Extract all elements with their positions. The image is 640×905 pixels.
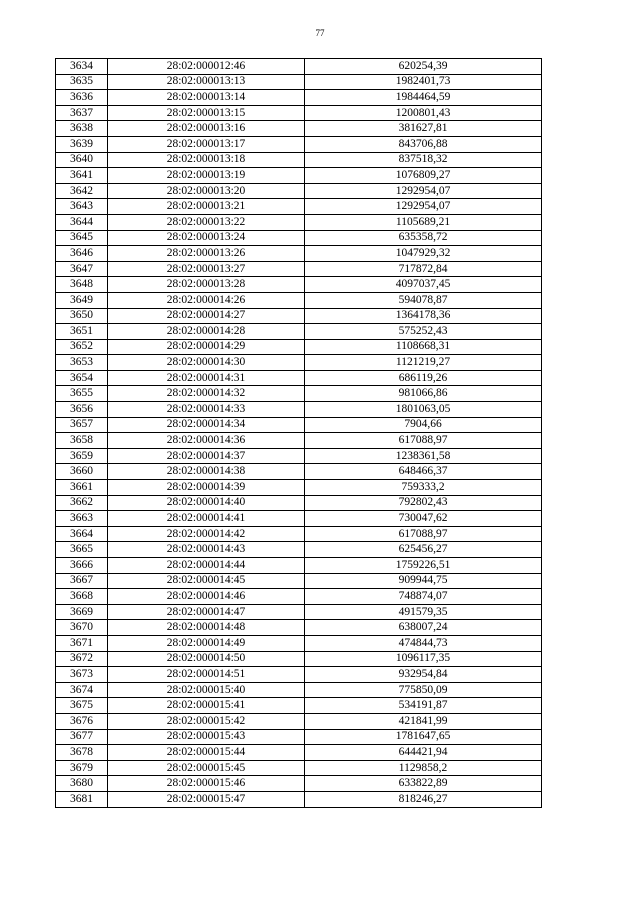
table-row <box>56 136 542 152</box>
row-number-cell: 3676 <box>56 713 108 729</box>
value-cell: 1801063,05 <box>305 402 542 418</box>
table-row <box>56 339 542 355</box>
cadastral-number-cell: 28:02:000014:29 <box>108 339 305 355</box>
row-number-cell: 3675 <box>56 698 108 714</box>
table-row <box>56 417 542 433</box>
cadastral-number-cell: 28:02:000013:17 <box>108 136 305 152</box>
value-cell: 1759226,51 <box>305 558 542 574</box>
row-number-cell: 3635 <box>56 74 108 90</box>
row-number-cell: 3672 <box>56 651 108 667</box>
table-row <box>56 199 542 215</box>
table-body <box>56 59 542 808</box>
row-number-cell: 3677 <box>56 729 108 745</box>
value-cell: 981066,86 <box>305 386 542 402</box>
value-cell: 625456,27 <box>305 542 542 558</box>
cadastral-number-cell: 28:02:000013:22 <box>108 214 305 230</box>
row-number-cell: 3663 <box>56 511 108 527</box>
cadastral-number-cell: 28:02:000015:42 <box>108 713 305 729</box>
value-cell: 648466,37 <box>305 464 542 480</box>
cadastral-number-cell: 28:02:000014:42 <box>108 526 305 542</box>
row-number-cell: 3678 <box>56 745 108 761</box>
table-row <box>56 604 542 620</box>
row-number-cell: 3646 <box>56 246 108 262</box>
value-cell: 421841,99 <box>305 713 542 729</box>
cadastral-number-cell: 28:02:000014:38 <box>108 464 305 480</box>
value-cell: 617088,97 <box>305 526 542 542</box>
row-number-cell: 3643 <box>56 199 108 215</box>
cadastral-number-cell: 28:02:000013:16 <box>108 121 305 137</box>
table-row <box>56 402 542 418</box>
value-cell: 1364178,36 <box>305 308 542 324</box>
table-row <box>56 105 542 121</box>
cadastral-number-cell: 28:02:000014:27 <box>108 308 305 324</box>
value-cell: 617088,97 <box>305 433 542 449</box>
row-number-cell: 3651 <box>56 324 108 340</box>
table-row <box>56 59 542 75</box>
table-row <box>56 152 542 168</box>
value-cell: 748874,07 <box>305 589 542 605</box>
cadastral-number-cell: 28:02:000015:46 <box>108 776 305 792</box>
row-number-cell: 3671 <box>56 635 108 651</box>
value-cell: 843706,88 <box>305 136 542 152</box>
row-number-cell: 3680 <box>56 776 108 792</box>
row-number-cell: 3658 <box>56 433 108 449</box>
cadastral-number-cell: 28:02:000014:45 <box>108 573 305 589</box>
row-number-cell: 3638 <box>56 121 108 137</box>
cadastral-number-cell: 28:02:000015:43 <box>108 729 305 745</box>
row-number-cell: 3645 <box>56 230 108 246</box>
row-number-cell: 3666 <box>56 558 108 574</box>
cadastral-number-cell: 28:02:000013:26 <box>108 246 305 262</box>
value-cell: 730047,62 <box>305 511 542 527</box>
cadastral-number-cell: 28:02:000013:18 <box>108 152 305 168</box>
value-cell: 775850,09 <box>305 682 542 698</box>
value-cell: 594078,87 <box>305 292 542 308</box>
cadastral-number-cell: 28:02:000014:30 <box>108 355 305 371</box>
row-number-cell: 3634 <box>56 59 108 75</box>
table-row <box>56 729 542 745</box>
table-row <box>56 324 542 340</box>
table-row <box>56 558 542 574</box>
cadastral-number-cell: 28:02:000014:26 <box>108 292 305 308</box>
cadastral-number-cell: 28:02:000014:44 <box>108 558 305 574</box>
table-row <box>56 745 542 761</box>
row-number-cell: 3650 <box>56 308 108 324</box>
cadastral-number-cell: 28:02:000012:46 <box>108 59 305 75</box>
value-cell: 837518,32 <box>305 152 542 168</box>
table-row <box>56 386 542 402</box>
table-row <box>56 651 542 667</box>
table-row <box>56 261 542 277</box>
table-row <box>56 760 542 776</box>
cadastral-number-cell: 28:02:000014:41 <box>108 511 305 527</box>
cadastral-number-cell: 28:02:000014:50 <box>108 651 305 667</box>
value-cell: 638007,24 <box>305 620 542 636</box>
data-table <box>55 58 542 808</box>
row-number-cell: 3648 <box>56 277 108 293</box>
value-cell: 818246,27 <box>305 791 542 807</box>
table-row <box>56 620 542 636</box>
table-row <box>56 776 542 792</box>
value-cell: 620254,39 <box>305 59 542 75</box>
cadastral-number-cell: 28:02:000015:47 <box>108 791 305 807</box>
value-cell: 1076809,27 <box>305 168 542 184</box>
value-cell: 1047929,32 <box>305 246 542 262</box>
table-row <box>56 246 542 262</box>
value-cell: 1105689,21 <box>305 214 542 230</box>
table-row <box>56 682 542 698</box>
value-cell: 1121219,27 <box>305 355 542 371</box>
value-cell: 534191,87 <box>305 698 542 714</box>
value-cell: 1292954,07 <box>305 199 542 215</box>
cadastral-number-cell: 28:02:000015:45 <box>108 760 305 776</box>
row-number-cell: 3667 <box>56 573 108 589</box>
row-number-cell: 3642 <box>56 183 108 199</box>
cadastral-number-cell: 28:02:000013:27 <box>108 261 305 277</box>
row-number-cell: 3656 <box>56 402 108 418</box>
value-cell: 381627,81 <box>305 121 542 137</box>
cadastral-number-cell: 28:02:000014:34 <box>108 417 305 433</box>
row-number-cell: 3660 <box>56 464 108 480</box>
table-row <box>56 480 542 496</box>
value-cell: 1984464,59 <box>305 90 542 106</box>
row-number-cell: 3669 <box>56 604 108 620</box>
value-cell: 474844,73 <box>305 635 542 651</box>
cadastral-number-cell: 28:02:000014:37 <box>108 448 305 464</box>
table-row <box>56 464 542 480</box>
cadastral-number-cell: 28:02:000014:39 <box>108 480 305 496</box>
row-number-cell: 3653 <box>56 355 108 371</box>
row-number-cell: 3636 <box>56 90 108 106</box>
cadastral-number-cell: 28:02:000014:51 <box>108 667 305 683</box>
value-cell: 1238361,58 <box>305 448 542 464</box>
table-row <box>56 355 542 371</box>
cadastral-number-cell: 28:02:000014:47 <box>108 604 305 620</box>
cadastral-number-cell: 28:02:000013:28 <box>108 277 305 293</box>
row-number-cell: 3664 <box>56 526 108 542</box>
row-number-cell: 3657 <box>56 417 108 433</box>
cadastral-number-cell: 28:02:000015:41 <box>108 698 305 714</box>
value-cell: 1200801,43 <box>305 105 542 121</box>
table-row <box>56 589 542 605</box>
row-number-cell: 3659 <box>56 448 108 464</box>
row-number-cell: 3649 <box>56 292 108 308</box>
row-number-cell: 3674 <box>56 682 108 698</box>
row-number-cell: 3665 <box>56 542 108 558</box>
row-number-cell: 3639 <box>56 136 108 152</box>
cadastral-number-cell: 28:02:000014:33 <box>108 402 305 418</box>
cadastral-number-cell: 28:02:000014:40 <box>108 495 305 511</box>
table-row <box>56 698 542 714</box>
value-cell: 1096117,35 <box>305 651 542 667</box>
row-number-cell: 3673 <box>56 667 108 683</box>
value-cell: 491579,35 <box>305 604 542 620</box>
table-row <box>56 277 542 293</box>
table-row <box>56 90 542 106</box>
value-cell: 909944,75 <box>305 573 542 589</box>
page-number: 77 <box>315 28 325 38</box>
cadastral-number-cell: 28:02:000014:28 <box>108 324 305 340</box>
table-row <box>56 168 542 184</box>
cadastral-number-cell: 28:02:000014:46 <box>108 589 305 605</box>
value-cell: 1129858,2 <box>305 760 542 776</box>
value-cell: 1982401,73 <box>305 74 542 90</box>
value-cell: 644421,94 <box>305 745 542 761</box>
table-row <box>56 713 542 729</box>
cadastral-number-cell: 28:02:000014:48 <box>108 620 305 636</box>
cadastral-number-cell: 28:02:000014:31 <box>108 370 305 386</box>
row-number-cell: 3637 <box>56 105 108 121</box>
cadastral-number-cell: 28:02:000014:36 <box>108 433 305 449</box>
value-cell: 4097037,45 <box>305 277 542 293</box>
row-number-cell: 3661 <box>56 480 108 496</box>
cadastral-number-cell: 28:02:000013:14 <box>108 90 305 106</box>
table-row <box>56 542 542 558</box>
table-row <box>56 573 542 589</box>
cadastral-number-cell: 28:02:000015:40 <box>108 682 305 698</box>
value-cell: 575252,43 <box>305 324 542 340</box>
table-row <box>56 230 542 246</box>
row-number-cell: 3647 <box>56 261 108 277</box>
table-row <box>56 526 542 542</box>
cadastral-number-cell: 28:02:000013:20 <box>108 183 305 199</box>
value-cell: 1781647,65 <box>305 729 542 745</box>
row-number-cell: 3670 <box>56 620 108 636</box>
value-cell: 932954,84 <box>305 667 542 683</box>
table-row <box>56 370 542 386</box>
cadastral-number-cell: 28:02:000013:15 <box>108 105 305 121</box>
table-row <box>56 74 542 90</box>
row-number-cell: 3640 <box>56 152 108 168</box>
cadastral-number-cell: 28:02:000013:24 <box>108 230 305 246</box>
row-number-cell: 3641 <box>56 168 108 184</box>
row-number-cell: 3681 <box>56 791 108 807</box>
value-cell: 686119,26 <box>305 370 542 386</box>
row-number-cell: 3679 <box>56 760 108 776</box>
table-row <box>56 667 542 683</box>
row-number-cell: 3644 <box>56 214 108 230</box>
value-cell: 1292954,07 <box>305 183 542 199</box>
value-cell: 717872,84 <box>305 261 542 277</box>
table-row <box>56 214 542 230</box>
table-row <box>56 511 542 527</box>
table-row <box>56 448 542 464</box>
row-number-cell: 3654 <box>56 370 108 386</box>
cadastral-number-cell: 28:02:000014:49 <box>108 635 305 651</box>
table-row <box>56 433 542 449</box>
value-cell: 633822,89 <box>305 776 542 792</box>
table-row <box>56 791 542 807</box>
cadastral-number-cell: 28:02:000013:19 <box>108 168 305 184</box>
row-number-cell: 3662 <box>56 495 108 511</box>
cadastral-number-cell: 28:02:000014:43 <box>108 542 305 558</box>
cadastral-number-cell: 28:02:000013:13 <box>108 74 305 90</box>
table-row <box>56 292 542 308</box>
table-row <box>56 308 542 324</box>
value-cell: 759333,2 <box>305 480 542 496</box>
table-row <box>56 183 542 199</box>
row-number-cell: 3668 <box>56 589 108 605</box>
table-row <box>56 121 542 137</box>
cadastral-number-cell: 28:02:000015:44 <box>108 745 305 761</box>
value-cell: 792802,43 <box>305 495 542 511</box>
row-number-cell: 3655 <box>56 386 108 402</box>
value-cell: 7904,66 <box>305 417 542 433</box>
cadastral-number-cell: 28:02:000013:21 <box>108 199 305 215</box>
value-cell: 635358,72 <box>305 230 542 246</box>
value-cell: 1108668,31 <box>305 339 542 355</box>
cadastral-number-cell: 28:02:000014:32 <box>108 386 305 402</box>
table-row <box>56 635 542 651</box>
table-row <box>56 495 542 511</box>
row-number-cell: 3652 <box>56 339 108 355</box>
